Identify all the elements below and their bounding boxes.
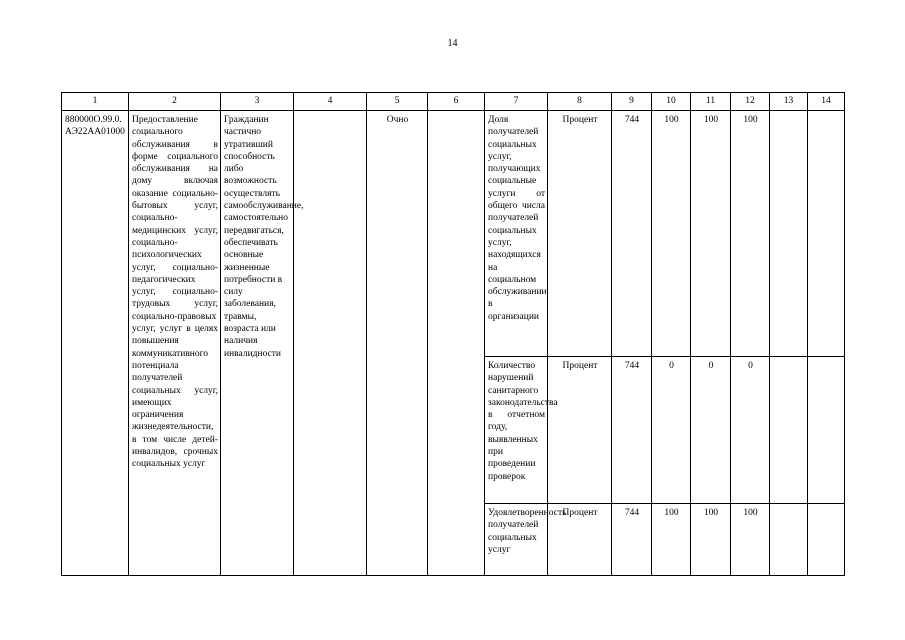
indicator-value-col12: 0 bbox=[731, 357, 770, 504]
indicator-okei-code: 744 bbox=[612, 357, 652, 504]
header-cell: 6 bbox=[428, 93, 485, 111]
indicator-value-col14 bbox=[808, 111, 845, 357]
indicator-value-col13 bbox=[770, 504, 808, 576]
header-cell: 9 bbox=[612, 93, 652, 111]
indicator-unit: Процент bbox=[548, 504, 612, 576]
indicator-okei-code: 744 bbox=[612, 111, 652, 357]
header-cell: 1 bbox=[62, 93, 129, 111]
indicator-okei-code: 744 bbox=[612, 504, 652, 576]
indicator-value-col10: 100 bbox=[652, 111, 691, 357]
service-code: 880000О.99.0.АЭ22АА01000 bbox=[62, 111, 129, 576]
service-form: Очно bbox=[367, 111, 428, 576]
indicator-value-col12: 100 bbox=[731, 111, 770, 357]
indicator-value-col11: 0 bbox=[691, 357, 731, 504]
indicator-value-col14 bbox=[808, 357, 845, 504]
indicator-unit: Процент bbox=[548, 357, 612, 504]
table-row bbox=[62, 111, 845, 357]
header-cell: 12 bbox=[731, 93, 770, 111]
service-table bbox=[61, 92, 845, 576]
indicator-value-col12: 100 bbox=[731, 504, 770, 576]
consumer-category: Гражданин частично утративший способность либо возможность осуществлять самообслуживание, самостоятельно передвигаться, обеспечивать основные жизненные потребности в силу заболевания, травмы, возраста или наличия инвалидности bbox=[221, 111, 294, 576]
indicator-value-col11: 100 bbox=[691, 111, 731, 357]
indicator-value-col13 bbox=[770, 357, 808, 504]
header-cell: 7 bbox=[485, 93, 548, 111]
indicator-name: Удовлетворенность получателей социальных услуг bbox=[485, 504, 548, 576]
cell-col6 bbox=[428, 111, 485, 576]
service-name: Предоставление социального обслуживания в форме социального обслуживания на дому включая оказание социально-бытовых услуг, социально-медицинских услуг, социально-психологических услуг, социально-педагогических услуг, социально-трудовых услуг, социально-правовых услуг, услуг в целях повышения коммуникативного потенциала получателей социальных услуг, имеющих ограничения жизнедеятельности, в том числе детей-инвалидов, срочных социальных услуг bbox=[129, 111, 221, 576]
indicator-value-col10: 0 bbox=[652, 357, 691, 504]
indicator-name: Доля получателей социальных услуг, получающих социальные услуги от общего числа получателей социальных услуг, находящихся на социальном обслуживании в организации bbox=[485, 111, 548, 357]
indicator-unit: Процент bbox=[548, 111, 612, 357]
header-cell: 3 bbox=[221, 93, 294, 111]
header-cell: 13 bbox=[770, 93, 808, 111]
header-cell: 10 bbox=[652, 93, 691, 111]
page-number: 14 bbox=[447, 38, 458, 49]
indicator-name: Количество нарушений санитарного законодательства в отчетном году, выявленных при проведении проверок bbox=[485, 357, 548, 504]
indicator-value-col13 bbox=[770, 111, 808, 357]
header-cell: 4 bbox=[294, 93, 367, 111]
header-cell: 14 bbox=[808, 93, 845, 111]
indicator-value-col14 bbox=[808, 504, 845, 576]
header-cell: 11 bbox=[691, 93, 731, 111]
header-row bbox=[62, 93, 845, 111]
cell-col4 bbox=[294, 111, 367, 576]
indicator-value-col10: 100 bbox=[652, 504, 691, 576]
header-cell: 2 bbox=[129, 93, 221, 111]
header-cell: 8 bbox=[548, 93, 612, 111]
header-cell: 5 bbox=[367, 93, 428, 111]
indicator-value-col11: 100 bbox=[691, 504, 731, 576]
